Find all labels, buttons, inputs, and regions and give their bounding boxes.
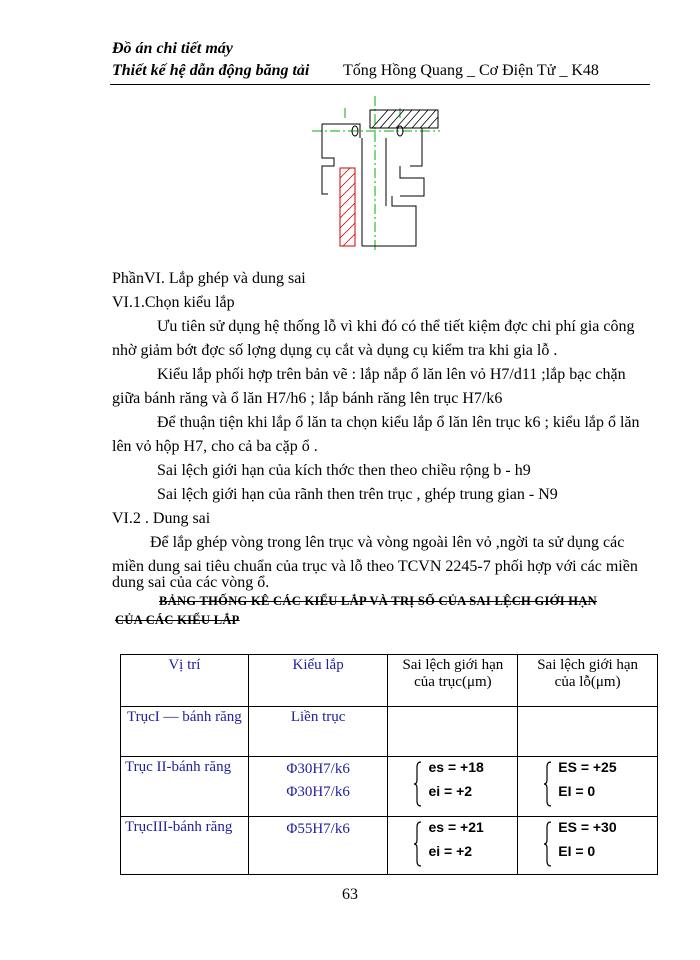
row-2-ei: ei = +2 — [428, 783, 473, 799]
brace-icon — [544, 821, 552, 867]
row-2-position: Trục II-bánh răng — [121, 757, 249, 817]
row-3-ES: ES = +30 — [558, 819, 617, 835]
header-hole-deviation — [518, 655, 658, 707]
table-row — [121, 757, 658, 817]
header-hole-dev-line-2: của lỗ(μm) — [554, 674, 621, 690]
row-1-shaft-dev — [388, 707, 518, 757]
paragraph-1-line-1: Ưu tiên sử dụng hệ thống lỗ vì khi đó có thể tiết kiệm đợc chi phí gia công — [157, 318, 635, 335]
section-2-title: VI.2 . Dung sai — [112, 510, 211, 527]
row-3-EI: EI = 0 — [558, 843, 596, 859]
row-2-es: es = +18 — [428, 759, 484, 775]
section-1-title: VI.1.Chọn kiểu lắp — [112, 294, 235, 311]
row-2-fit-line-2: Φ30H7/k6 — [286, 784, 350, 800]
table-header-row — [121, 655, 658, 707]
row-3-ei: ei = +2 — [428, 843, 473, 859]
paragraph-2-line-1: Kiểu lắp phối hợp trên bản vẽ : lắp nắp ổ lăn lên vỏ H7/d11 ;lắp bạc chặn — [157, 366, 626, 383]
header-subject: Thiết kế hệ dẫn động băng tải — [112, 62, 310, 79]
paragraph-5: Sai lệch giới hạn của rãnh then trên trục , ghép trung gian - N9 — [157, 486, 558, 503]
bearing-assembly-drawing — [300, 96, 440, 256]
row-1-fit: Liền trục — [248, 707, 388, 757]
row-2-ES: ES = +25 — [558, 759, 617, 775]
row-2-hole-dev — [518, 757, 658, 817]
paragraph-4: Sai lệch giới hạn của kích thớc then theo chiều rộng b - h9 — [157, 462, 531, 479]
row-1-position: TrụcI — bánh răng — [121, 707, 249, 757]
brace-icon — [414, 821, 422, 867]
part-title: PhầnVI. Lắp ghép và dung sai — [112, 270, 306, 287]
table-title-line-1: BẢNG THỐNG KÊ CÁC KIỂU LẮP VÀ TRỊ SỐ CỦA SAI LỆCH GIỚI HẠN — [159, 594, 597, 608]
row-3-position: TrụcIII-bánh răng — [121, 817, 249, 875]
row-3-hole-dev — [518, 817, 658, 875]
fits-table — [120, 654, 658, 875]
row-2-fit-line-1: Φ30H7/k6 — [286, 761, 350, 777]
brace-icon — [414, 761, 422, 807]
header-shaft-deviation — [388, 655, 518, 707]
row-3-fit — [248, 817, 388, 875]
page-number: 63 — [342, 886, 358, 903]
paragraph-3-line-1: Để thuận tiện khi lắp ổ lăn ta chọn kiểu lắp ổ lăn lên trục k6 ; kiểu lắp ổ lăn — [157, 414, 640, 431]
paragraph-6-line-1: Để lắp ghép vòng trong lên trục và vòng ngoài lên vỏ ,ngời ta sử dụng các — [150, 534, 625, 551]
header-divider — [110, 84, 650, 85]
header-author: Tống Hồng Quang _ Cơ Điện Tử _ K48 — [343, 62, 599, 79]
header-hole-dev-line-1: Sai lệch giới hạn — [537, 657, 639, 673]
row-2-fit — [248, 757, 388, 817]
brace-icon — [544, 761, 552, 807]
header-shaft-dev-line-1: Sai lệch giới hạn — [402, 657, 504, 673]
table-title — [115, 592, 660, 630]
paragraph-2-line-2: giữa bánh răng và ổ lăn H7/h6 ; lắp bánh răng lên trục H7/k6 — [112, 390, 503, 407]
header-fit: Kiểu lắp — [248, 655, 388, 707]
row-2-shaft-dev — [388, 757, 518, 817]
paragraph-6-line-2: miền dung sai tiêu chuẩn của trục và lỗ theo TCVN 2245-7 phối hợp với các miền — [112, 558, 638, 575]
table-row — [121, 707, 658, 757]
row-2-EI: EI = 0 — [558, 783, 596, 799]
header-shaft-dev-line-2: của trục(μm) — [414, 674, 492, 690]
row-1-hole-dev — [518, 707, 658, 757]
table-title-line-2: CỦA CÁC KIỂU LẮP — [115, 613, 240, 627]
row-3-shaft-dev — [388, 817, 518, 875]
header-position: Vị trí — [121, 655, 249, 707]
header-doc-title: Đồ án chi tiết máy — [112, 40, 233, 57]
paragraph-6-line-3: dung sai của các vòng ổ. — [112, 574, 270, 591]
paragraph-1-line-2: nhờ giảm bớt đợc số lợng dụng cụ cắt và dụng cụ kiểm tra khi gia lỗ . — [112, 342, 558, 359]
paragraph-3-line-2: lên vỏ hộp H7, cho cả ba cặp ổ . — [112, 438, 318, 455]
row-3-es: es = +21 — [428, 819, 484, 835]
table-row — [121, 817, 658, 875]
row-3-fit-line-1: Φ55H7/k6 — [286, 821, 350, 837]
